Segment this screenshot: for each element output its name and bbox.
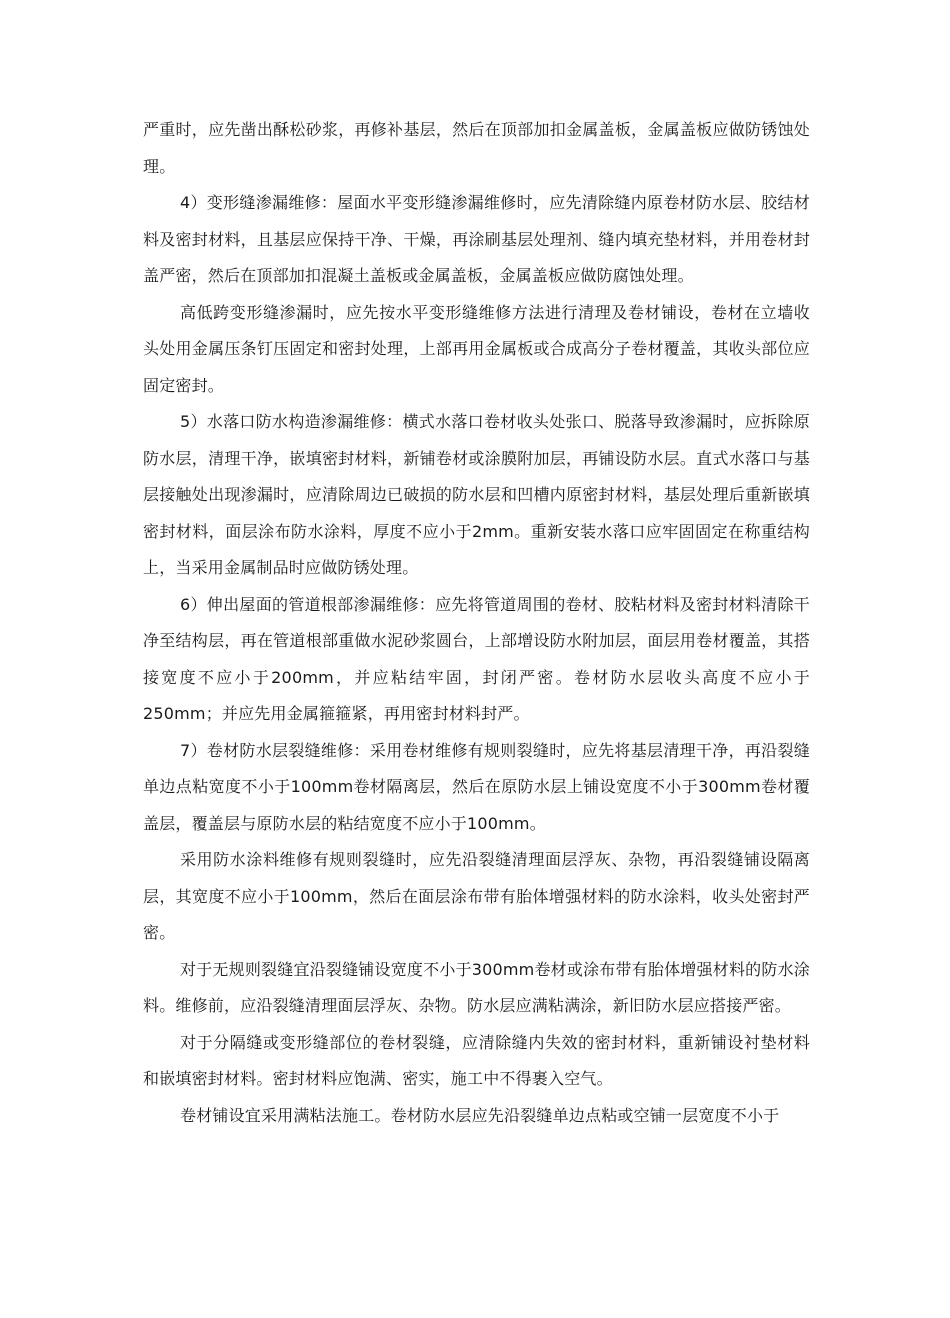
- paragraph-irregular-crack: 对于无规则裂缝宜沿裂缝铺设宽度不小于300mm卷材或涂布带有胎体增强材料的防水涂料。维修前，应沿裂缝清理面层浮灰、杂物。防水层应满粘满涂，新旧防水层应搭接严密。: [143, 959, 810, 1015]
- paragraph-high-low-span-joint: 高低跨变形缝渗漏时，应先按水平变形缝维修方法进行清理及卷材铺设，卷材在立墙收头处用金属压条钉压固定和密封处理，上部再用金属板或合成高分子卷材覆盖，其收头部位应固定密封。: [143, 302, 810, 395]
- paragraph-coating-crack: 采用防水涂料维修有规则裂缝时，应先沿裂缝清理面层浮灰、杂物，再沿裂缝铺设隔离层，其宽度不应小于100mm，然后在面层涂布带有胎体增强材料的防水涂料，收头处密封严密。: [143, 850, 810, 942]
- paragraph-continuation: 严重时，应先凿出酥松砂浆，再修补基层，然后在顶部加扣金属盖板，金属盖板应做防锈蚀处理。: [143, 120, 810, 176]
- document-body: [143, 112, 810, 1134]
- paragraph-expansion-joint: 4）变形缝渗漏维修：屋面水平变形缝渗漏维修时，应先清除缝内原卷材防水层、胶结材料及密封材料，且基层应保持干净、干燥，再涂刷基层处理剂、缝内填充垫材料，并用卷材封盖严密，然后在顶部加扣混凝土盖板或金属盖板，金属盖板应做防腐蚀处理。: [143, 193, 810, 285]
- paragraph-membrane-crack: 7）卷材防水层裂缝维修：采用卷材维修有规则裂缝时，应先将基层清理干净，再沿裂缝单边点粘宽度不小于100mm卷材隔离层，然后在原防水层上铺设宽度不小于300mm卷材覆盖层，覆盖层与原防水层的粘结宽度不应小于100mm。: [143, 740, 810, 833]
- paragraph-pipe-root: 6）伸出屋面的管道根部渗漏维修：应先将管道周围的卷材、胶粘材料及密封材料清除干净至结构层，再在管道根部重做水泥砂浆圆台，上部增设防水附加层，面层用卷材覆盖，其搭接宽度不应小于200mm，并应粘结牢固，封闭严密。卷材防水层收头高度不应小于250mm；并应先用金属箍箍紧，再用密封材料封严。: [143, 594, 810, 723]
- paragraph-roof-drain: 5）水落口防水构造渗漏维修：横式水落口卷材收头处张口、脱落导致渗漏时，应拆除原防水层，清理干净，嵌填密封材料，新铺卷材或涂膜附加层，再铺设防水层。直式水落口与基层接触处出现渗漏时，应清除周边已破损的防水层和凹槽内原密封材料，基层处理后重新嵌填密封材料，面层涂布防水涂料，厚度不应小于2mm。重新安装水落口应牢固固定在称重结构上，当采用金属制品时应做防锈处理。: [143, 412, 810, 577]
- paragraph-joint-crack: 对于分隔缝或变形缝部位的卷材裂缝，应清除缝内失效的密封材料，重新铺设衬垫材料和嵌填密封材料。密封材料应饱满、密实，施工中不得裹入空气。: [143, 1032, 810, 1088]
- paragraph-full-bond: 卷材铺设宜采用满粘法施工。卷材防水层应先沿裂缝单边点粘或空铺一层宽度不小于: [180, 1105, 780, 1125]
